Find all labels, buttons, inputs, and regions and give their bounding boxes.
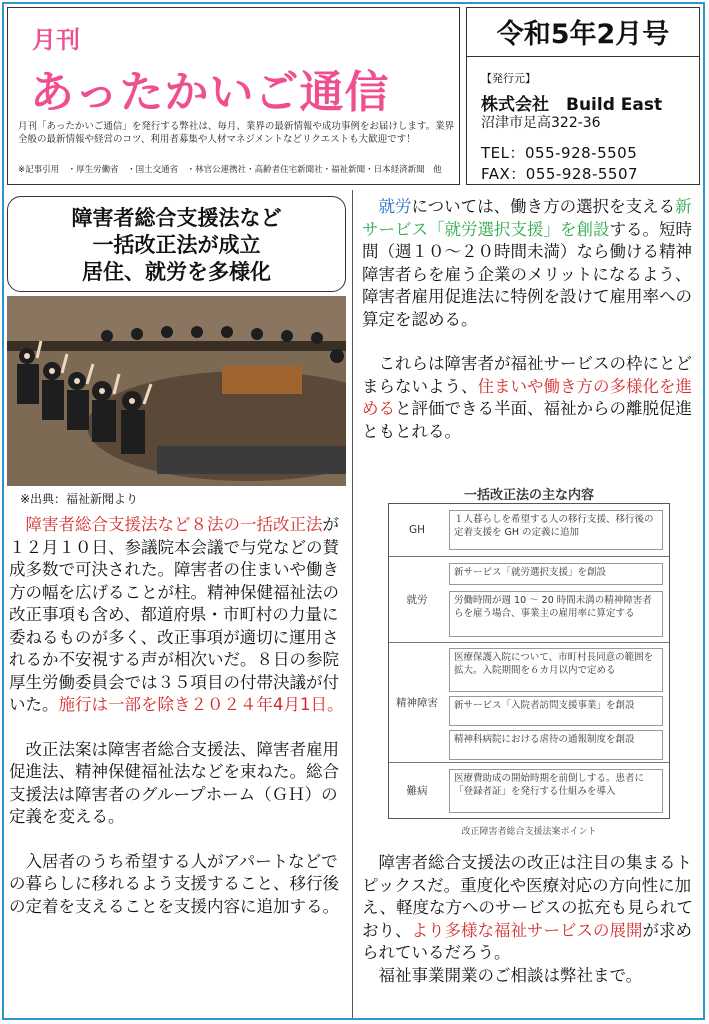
highlight-blue: 就労 — [378, 197, 412, 216]
summary-table — [388, 503, 670, 819]
issue-date: 令和5年2月号 — [496, 19, 670, 50]
headline-line-1: 障害者総合支援法など — [71, 206, 282, 230]
table-caption: 改正障害者総合支援法案ポイント — [461, 827, 597, 837]
article-right-column — [362, 196, 699, 443]
table-title: 一括改正法の主な内容 — [463, 488, 594, 503]
headline-line-2: 一括改正法が成立 — [92, 233, 261, 257]
paragraph-text: については、働き方の選択を支える — [411, 197, 676, 216]
committee-photo — [7, 296, 346, 486]
table-cell: 医療費助成の開始時期を前倒しする。患者に「登録者証」を発行する仕組みを導入 — [449, 769, 663, 813]
paragraph-text: が求められているだろう。 — [362, 920, 692, 962]
paragraph-text: 障害者総合支援法の改正は注目の集まるトピックスだ。重度化や医療対応の方向性に加え、軽度な方へのサービスの拡充も見られており、 — [362, 853, 693, 940]
table-cell: 新サービス「入院者訪問支援事業」を創設 — [449, 696, 663, 726]
table-row — [389, 556, 669, 643]
issue-separator — [467, 56, 699, 57]
article-paragraph-4 — [362, 196, 699, 331]
article-headline — [7, 196, 346, 292]
table-category: GH — [408, 523, 426, 536]
sources-text: ※記事引用 ・厚生労働省 ・国土交通省 ・林官公連携社・高齢者住宅新聞社・福祉新聞・日本経済新聞 他 — [18, 165, 442, 175]
article-paragraph-7: 福祉事業開業のご相談は弊社まで。 — [378, 965, 643, 985]
masthead — [7, 7, 460, 185]
table-cell: 医療保護入院について、市町村長同意の範囲を拡大。入院期間を６カ月以内で定める — [449, 648, 663, 692]
article-paragraph-6 — [362, 852, 699, 965]
article-paragraph-2: 改正法案は障害者総合支援法、障害者雇用促進法、精神保健福祉法などを束ねた。総合支援法は障害者のグループホーム（ＧＨ）の定義を変える。 — [9, 739, 339, 826]
table-row — [389, 762, 669, 819]
table-row — [389, 642, 669, 763]
highlight-red: 施行は一部を除き２０２４年4月1日。 — [58, 695, 344, 714]
paragraph-text: が１２月１０日、参議院本会議で与党などの賛成多数で可決された。障害者の住まいや働き方の幅を広げることが柱。精神保健福祉法の改正事項も含め、都道府県・市町村の力量に委ねるものが多く、改正事項が適切に運用されるか不安視する声が相次いだ。８日の参院厚生労働委員会では３５項目の付帯決議が付いた。 — [9, 515, 339, 714]
article-paragraph-1 — [9, 514, 345, 717]
table-cell: 新サービス「就労選択支援」を創設 — [449, 563, 663, 585]
highlight-red: 障害者総合支援法など８法の一括改正法 — [25, 515, 323, 534]
table-category: 難病 — [406, 784, 428, 797]
paragraph-text: これらは障害者が福祉サービスの枠にとどまらないよう、 — [362, 354, 692, 396]
fax-number: FAX：055-928-5507 — [481, 165, 639, 183]
article-left-column — [9, 514, 345, 918]
company-address: 沼津市足高322-36 — [481, 115, 601, 131]
intro-text: 月刊「あったかいご通信」を発行する弊社は、毎月、業界の最新情報や成功事例をお届けします。業界全般の最新情報や経営のコツ、利用者募集や人材マネジメントなどリクエストも大歓迎です！ — [18, 121, 455, 145]
phone-number: TEL：055-928-5505 — [481, 144, 638, 162]
article-paragraph-5 — [362, 353, 699, 443]
publisher-label: 【発行元】 — [481, 72, 536, 85]
issue-box — [466, 7, 700, 185]
company-name: 株式会社 Build East — [481, 95, 663, 115]
article-right-column-bottom — [362, 852, 699, 987]
column-divider — [352, 190, 353, 1018]
highlight-red: より多様な福祉サービスの展開 — [411, 920, 643, 940]
table-category: 就労 — [406, 593, 428, 606]
paragraph-text: と評価できる半面、福祉からの離脱促進ともとれる。 — [362, 399, 692, 441]
highlight-green: 新サービス「就労選択支援」を創設 — [362, 197, 692, 239]
highlight-red: 住まいや働き方の多様化を進める — [362, 376, 692, 418]
article-paragraph-3: 入居者のうち希望する人がアパートなどでの暮らしに移れるよう支援すること、移行後の定着を支えることを支援内容に追加する。 — [9, 851, 339, 916]
headline-line-3: 居住、就労を多様化 — [82, 260, 271, 284]
publication-label: 月刊 — [32, 26, 80, 54]
table-cell: １人暮らしを希望する人の移行支援、移行後の定着支援を GH の定義に追加 — [449, 510, 663, 550]
publication-title: あったかいご通信 — [30, 67, 390, 118]
table-cell: 精神科病院における虐待の通報制度を創設 — [449, 730, 663, 760]
table-category: 精神障害 — [396, 696, 438, 709]
paragraph-text: する。短時間（週１０～２０時間未満）なら働ける精神障害者らを雇う企業のメリットになるよう、障害者雇用促進法に特例を設けて雇用率への算定を認める。 — [362, 219, 692, 329]
photo-credit: ※出典：福祉新聞より — [20, 492, 139, 506]
table-cell: 労働時間が週 10 ～ 20 時間未満の精神障害者らを雇う場合、事業主の雇用率に算定する — [449, 591, 663, 637]
table-row — [389, 504, 669, 556]
